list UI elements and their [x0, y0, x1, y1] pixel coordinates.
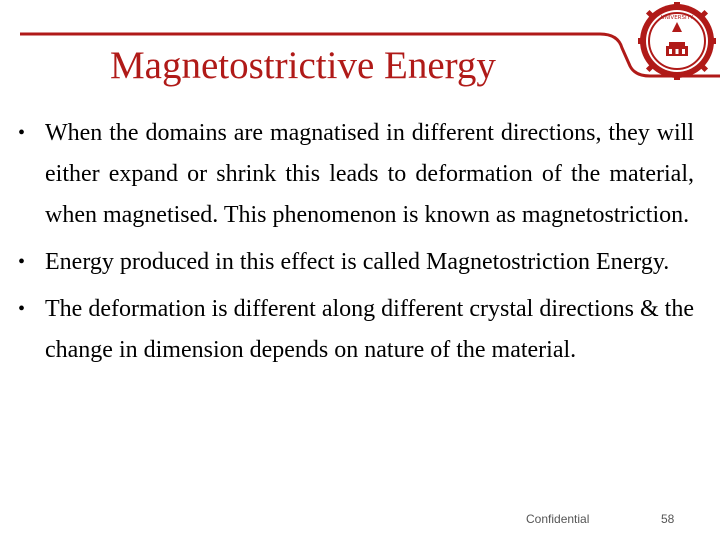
bullet-marker: •: [18, 251, 26, 273]
bullet-item: [18, 113, 694, 236]
footer-confidential-label: Confidential: [526, 512, 590, 526]
bullet-text: Energy produced in this effect is called Magnetostriction Energy.: [45, 249, 670, 275]
bullet-marker: •: [18, 122, 26, 144]
bullet-list: [18, 113, 694, 377]
svg-text:UNIVERSITY: UNIVERSITY: [660, 15, 694, 21]
slide-title: Magnetostrictive Energy: [110, 44, 496, 87]
footer-page-number: 58: [661, 512, 675, 526]
bullet-item: [18, 242, 694, 283]
bullet-marker: •: [18, 298, 26, 320]
bullet-text: When the domains are magnatised in different directions, they will either expand or shrink this leads to deformation of the material, when magnetised. This phenomenon is known as magnetostriction.: [45, 120, 694, 228]
bullet-text: The deformation is different along different crystal directions & the change in dimension depends on nature of the material.: [45, 296, 694, 363]
university-seal-icon: [638, 2, 716, 80]
bullet-item: [18, 289, 694, 371]
